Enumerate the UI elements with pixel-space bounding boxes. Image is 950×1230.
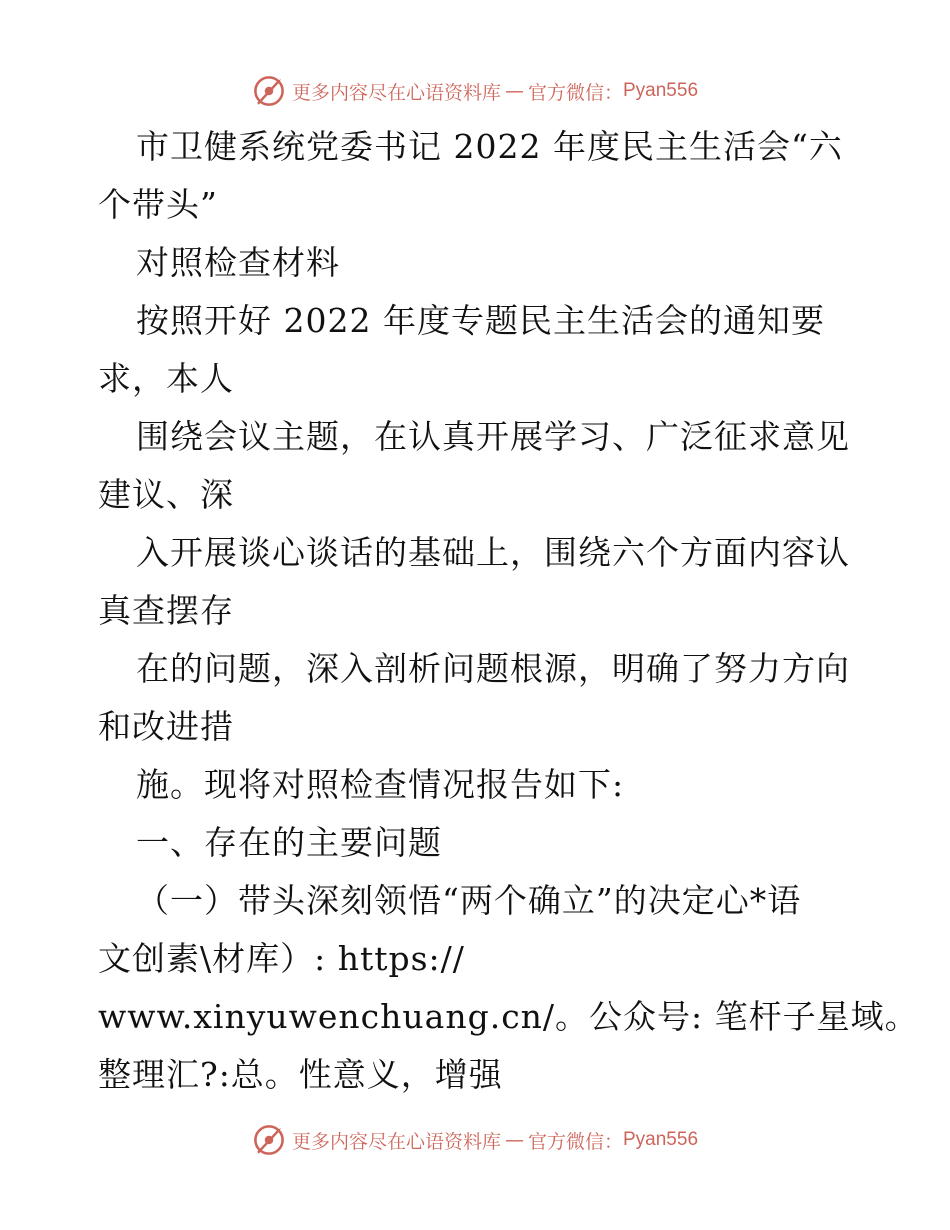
document-line: 建议、深 xyxy=(98,475,234,514)
watermark-separator: — xyxy=(504,80,524,102)
watermark-contact-label: 官方微信： xyxy=(527,81,623,104)
watermark-footer xyxy=(0,1118,950,1162)
document-body xyxy=(98,118,919,1104)
watermark-contact-label: 官方微信： xyxy=(527,1130,623,1153)
document-line: www.xinyuwenchuang.cn/。公众号: 笔杆子星域。 xyxy=(98,997,919,1036)
quill-logo-icon xyxy=(252,1123,286,1157)
document-line: 个带头” xyxy=(98,185,218,224)
watermark-header xyxy=(0,69,950,113)
quill-logo-icon xyxy=(252,74,286,108)
watermark-text: 更多内容尽在心语资料库 xyxy=(291,81,501,104)
document-line: 一、存在的主要问题 xyxy=(136,823,442,862)
watermark-separator: — xyxy=(504,1129,524,1151)
document-line: 求，本人 xyxy=(98,359,234,398)
document-line: 整理汇?:总。性意义，增强 xyxy=(98,1055,503,1094)
document-line: （一）带头深刻领悟“两个确立”的决定心*语 xyxy=(136,881,802,920)
document-line: 市卫健系统党委书记 2022 年度民主生活会“六 xyxy=(136,127,843,166)
document-line: 文创素\材库）: https:// xyxy=(98,939,465,978)
document-line: 和改进措 xyxy=(98,707,234,746)
watermark-contact-id: Pyan556 xyxy=(623,1129,699,1150)
document-line: 入开展谈心谈话的基础上，围绕六个方面内容认 xyxy=(136,533,850,572)
document-line: 按照开好 2022 年度专题民主生活会的通知要 xyxy=(136,301,825,340)
watermark-contact-id: Pyan556 xyxy=(623,80,699,101)
document-line: 真查摆存 xyxy=(98,591,234,630)
watermark-text: 更多内容尽在心语资料库 xyxy=(291,1130,501,1153)
document-line: 对照检查材料 xyxy=(136,243,340,282)
document-line: 在的问题，深入剖析问题根源，明确了努力方向 xyxy=(136,649,850,688)
document-line: 施。现将对照检查情况报告如下: xyxy=(136,765,625,804)
document-line: 围绕会议主题，在认真开展学习、广泛征求意见 xyxy=(136,417,850,456)
